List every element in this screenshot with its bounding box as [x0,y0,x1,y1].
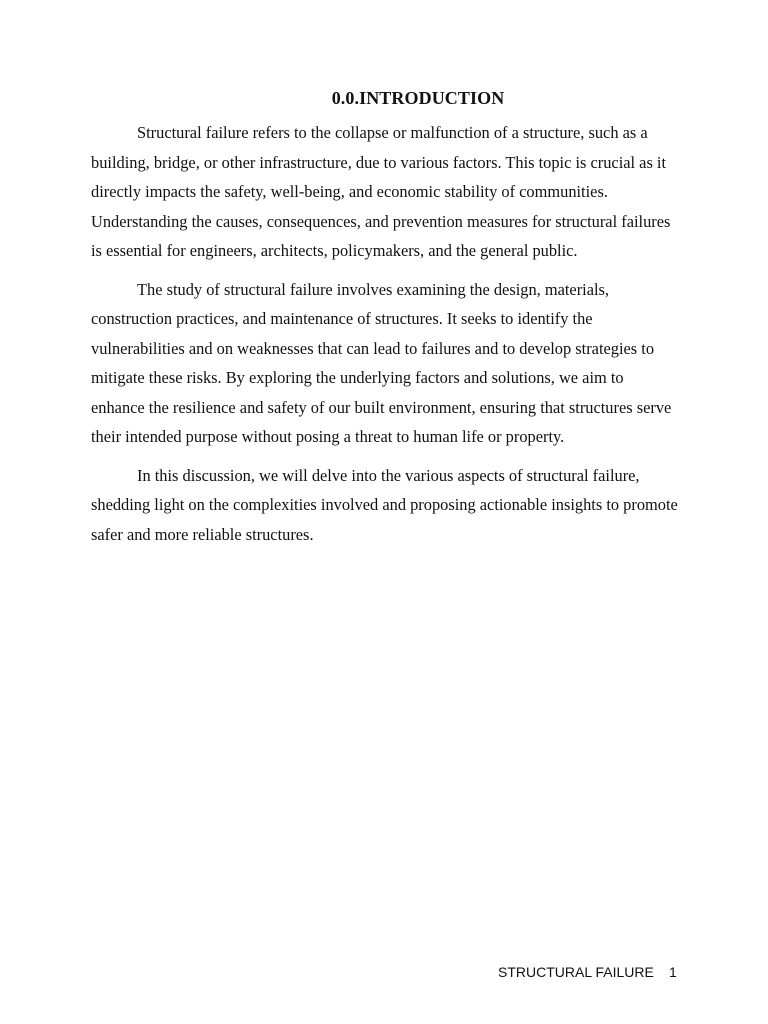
paragraph-1: Structural failure refers to the collapse or malfunction of a structure, such as a building, bridge, or other infrastructure, due to various factors. This topic is crucial as it directly impacts the safety, well-being, and economic stability of communities. Understanding the causes, consequences, and prevention measures for structural failures is essential for engineers, architects, policymakers, and the general public. [91,123,671,260]
body-text [91,118,679,558]
paragraph-3: In this discussion, we will delve into the various aspects of structural failure, shedding light on the complexities involved and proposing actionable insights to promote safer and more reliable structures. [91,465,678,544]
paragraph-2: The study of structural failure involves examining the design, materials, construction practices, and maintenance of structures. It seeks to identify the vulnerabilities and on weaknesses that can lead to failures and to develop strategies to mitigate these risks. By exploring the underlying factors and solutions, we aim to enhance the resilience and safety of our built environment, ensuring that structures serve their intended purpose without posing a threat to human life or property. [91,279,672,446]
footer-label: STRUCTURAL FAILURE [498,964,654,980]
page-title: 0.0.INTRODUCTION [331,88,505,108]
page-footer [0,962,768,982]
page-number: 1 [669,964,677,980]
